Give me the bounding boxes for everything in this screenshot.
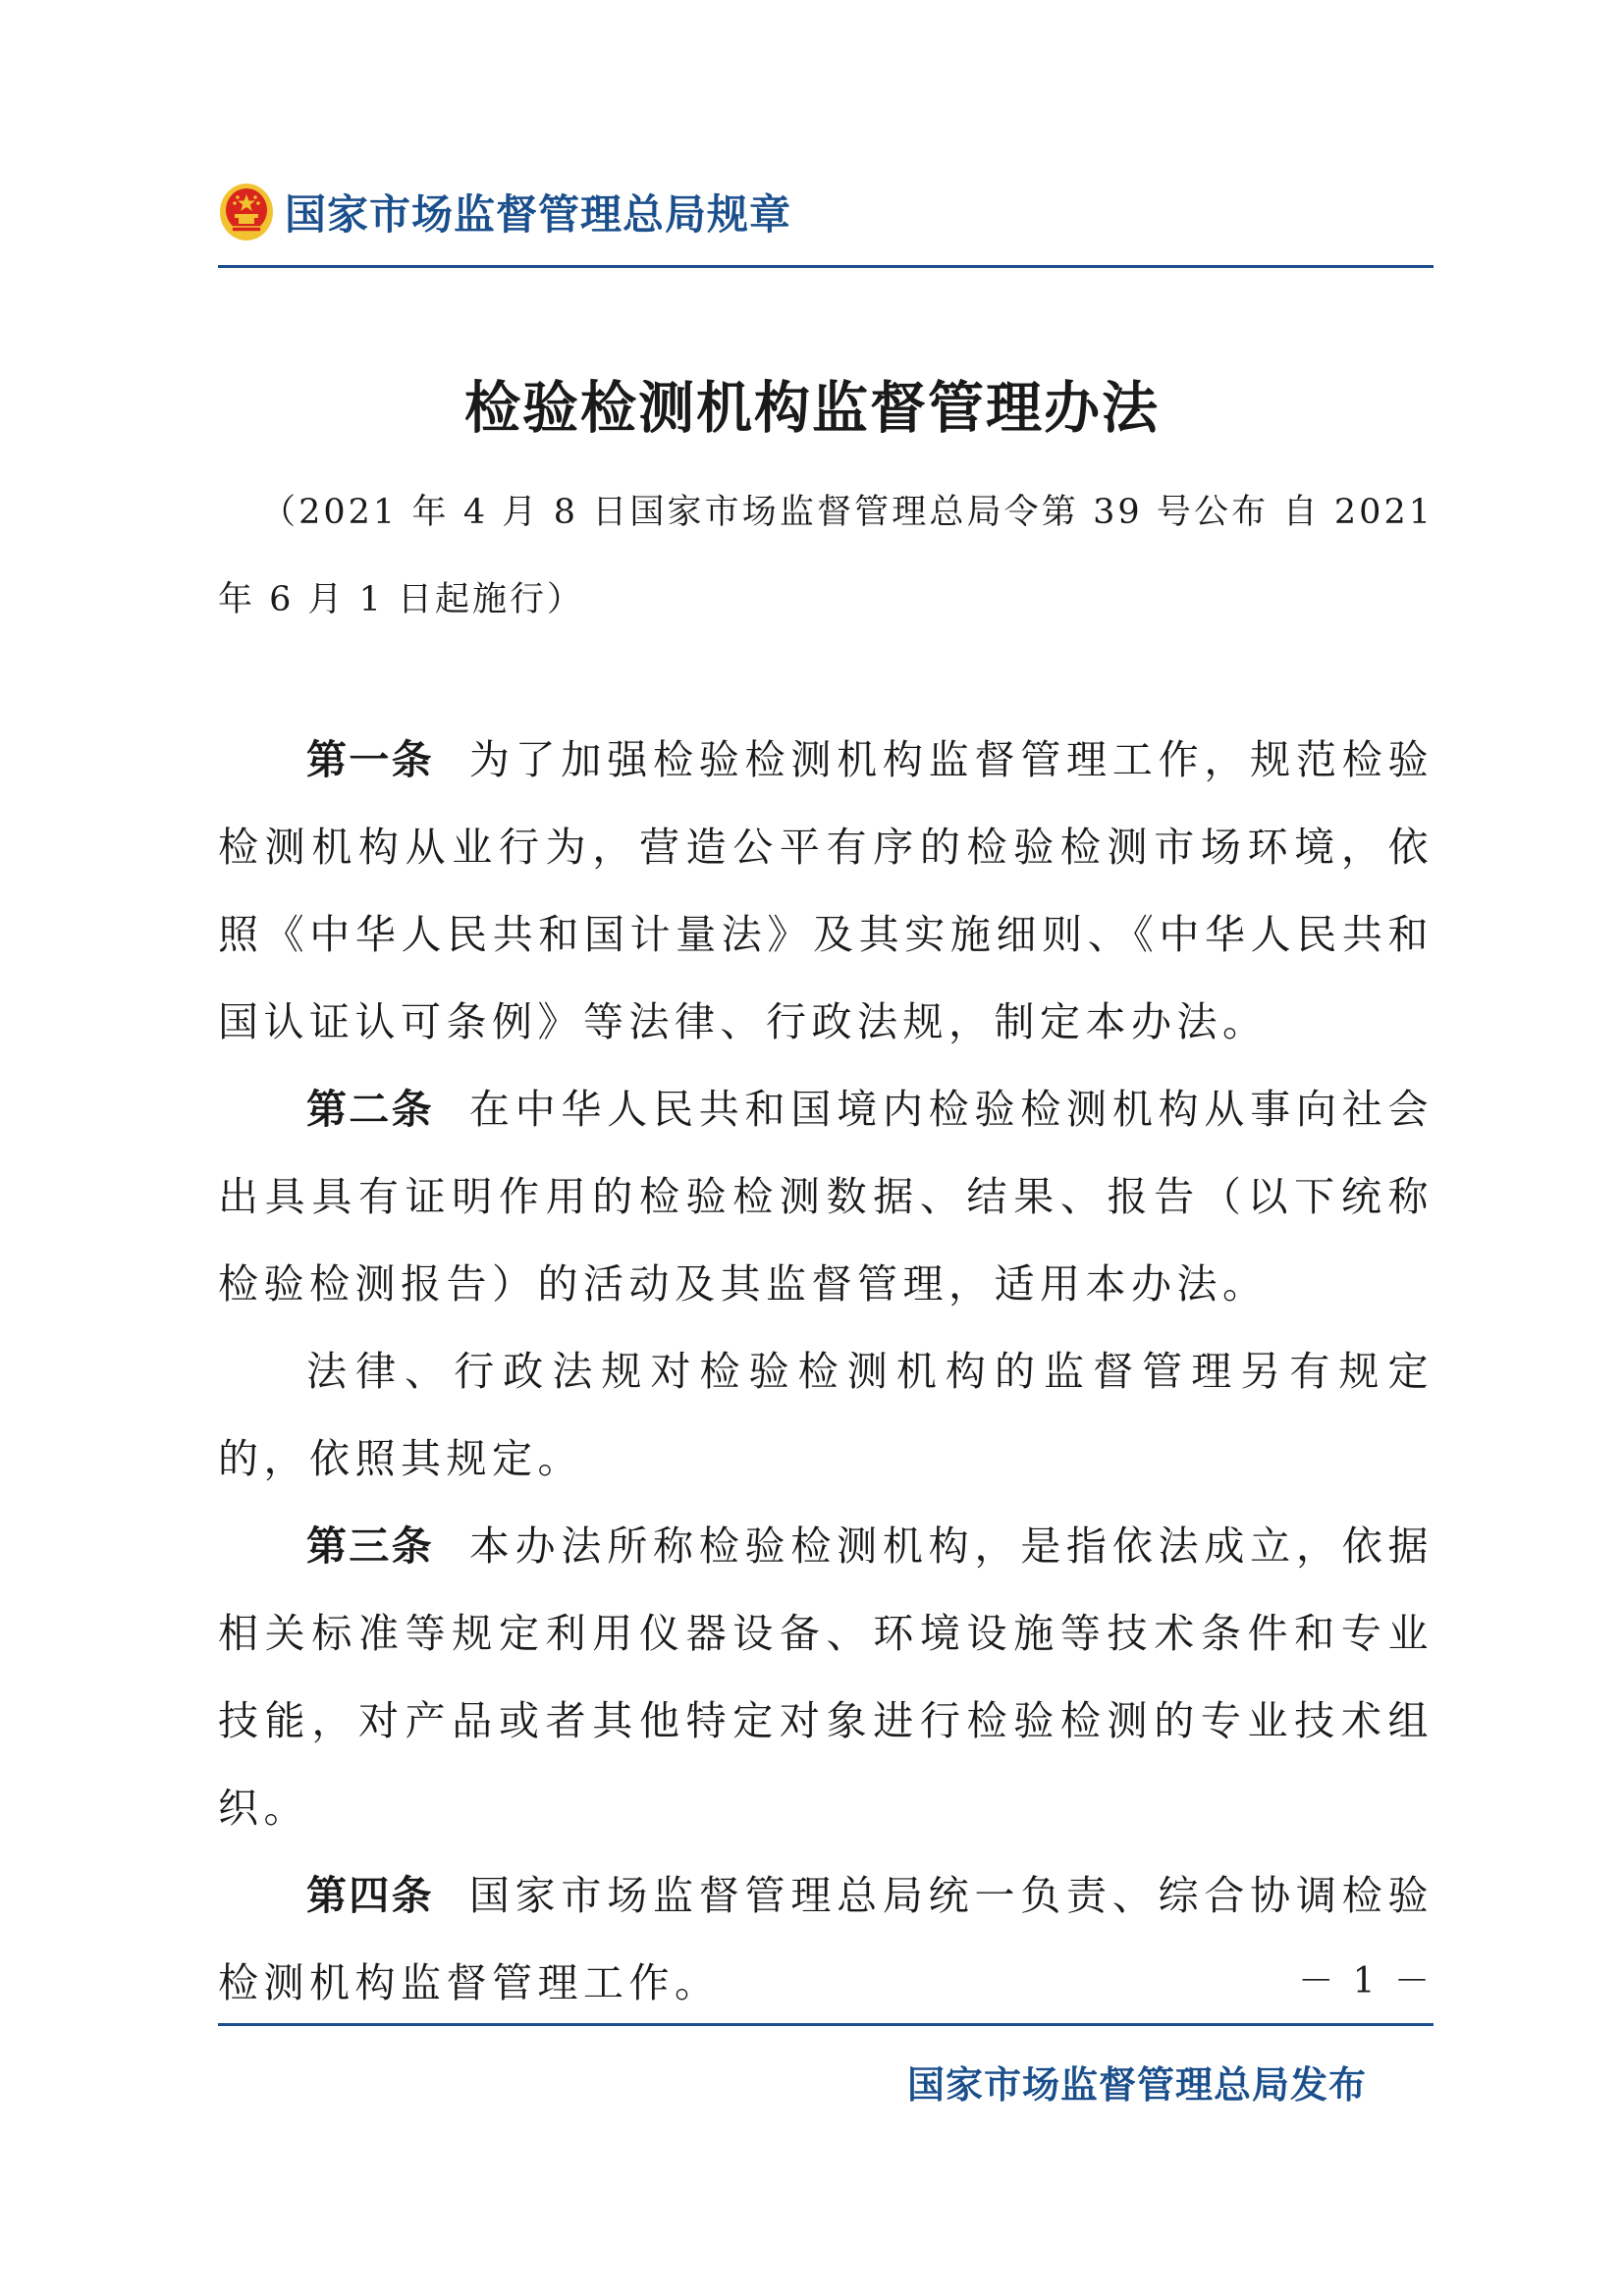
document-title: 检验检测机构监督管理办法 <box>464 376 1160 441</box>
article-text: 为了加强检验检测机构监督管理工作，规范检验检测机构从业行为，营造公平有序的检验检测市场环境，依照《中华人民共和国计量法》及其实施细则、《中华人民共和国认证认可条例》等法律、行政法规，制定本办法。 <box>218 736 1435 1045</box>
article-label: 第三条 <box>306 1522 434 1570</box>
header-divider <box>218 265 1434 268</box>
article-4 <box>218 1852 1434 2027</box>
article-label: 第一条 <box>306 736 434 783</box>
page-number: － 1 － <box>1298 1961 1434 2002</box>
national-emblem-icon <box>218 182 275 242</box>
article-label: 第四条 <box>306 1872 434 1919</box>
article-2 <box>218 1066 1434 1328</box>
article-label: 第二条 <box>306 1086 434 1133</box>
article-text: 本办法所称检验检测机构，是指依法成立，依据相关标准等规定利用仪器设备、环境设施等技术条件和专业技能，对产品或者其他特定对象进行检验检测的专业技术组织。 <box>218 1522 1435 1832</box>
article-2-continuation: 法律、行政法规对检验检测机构的监督管理另有规定的，依照其规定。 <box>218 1348 1434 1482</box>
article-text: 国家市场监督管理总局统一负责、综合协调检验检测机构监督管理工作。 <box>218 1872 1435 2006</box>
header-title: 国家市场监督管理总局规章 <box>285 190 792 239</box>
document-subtitle: （2021 年 4 月 8 日国家市场监督管理总局令第 39 号公布 自 2021 年 6 月 1 日起施行） <box>218 493 1434 619</box>
page-header <box>218 173 791 251</box>
document-body <box>218 717 1434 2027</box>
article-3 <box>218 1503 1434 1852</box>
article-text: 在中华人民共和国境内检验检测机构从事向社会出具具有证明作用的检验检测数据、结果、报告（以下统称检验检测报告）的活动及其监督管理，适用本办法。 <box>218 1086 1435 1308</box>
footer-publisher: 国家市场监督管理总局发布 <box>906 2063 1367 2107</box>
article-1 <box>218 717 1434 1066</box>
footer-divider <box>218 2023 1434 2026</box>
